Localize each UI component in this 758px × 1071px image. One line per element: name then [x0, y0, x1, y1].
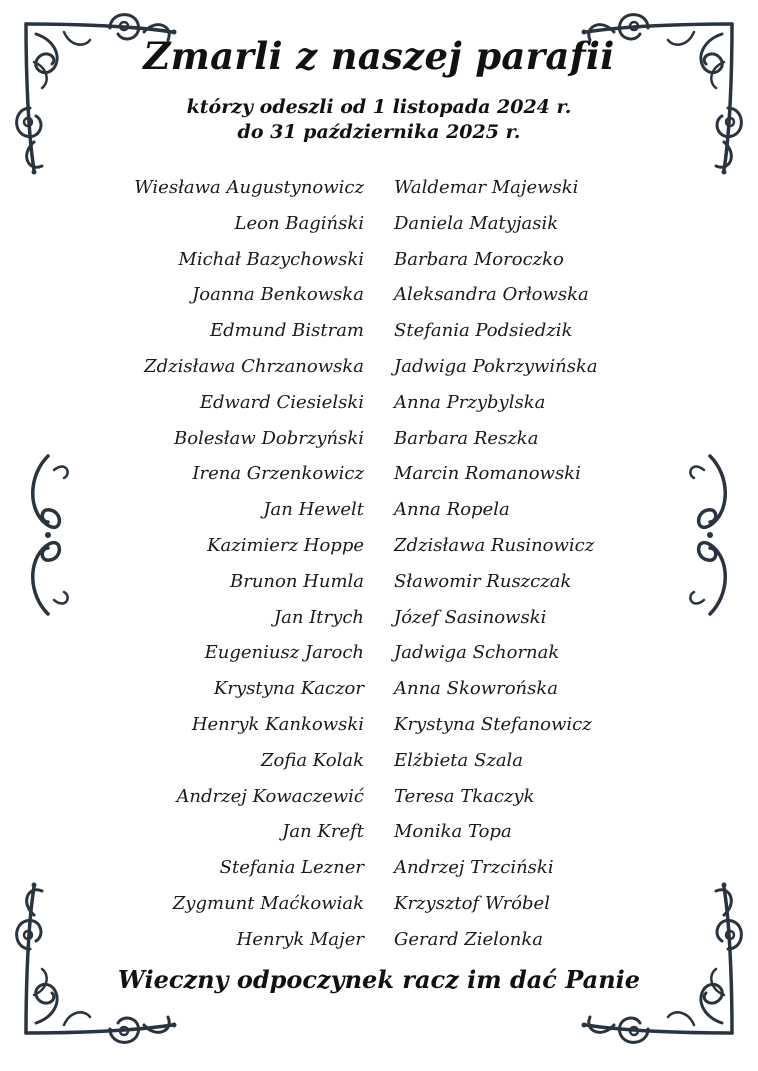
name-entry: Zofia Kolak: [261, 749, 364, 771]
name-entry: Kazimierz Hoppe: [207, 534, 364, 556]
name-entry: Stefania Podsiedzik: [394, 320, 573, 342]
name-entry: Zygmunt Maćkowiak: [172, 892, 364, 914]
name-entry: Elżbieta Szala: [394, 749, 524, 771]
name-entry: Anna Przybylska: [394, 391, 546, 413]
name-entry: Edmund Bistram: [209, 320, 364, 342]
name-entry: Brunon Humla: [229, 570, 364, 592]
name-entry: Henryk Kankowski: [191, 713, 364, 735]
names-list: [0, 170, 758, 960]
name-entry: Leon Bagiński: [234, 212, 364, 234]
closing-prayer: Wieczny odpoczynek racz im dać Panie: [117, 965, 641, 994]
name-entry: Barbara Moroczko: [394, 248, 564, 270]
subtitle-line-1: którzy odeszli od 1 listopada 2024 r.: [186, 96, 572, 118]
name-entry: Irena Grzenkowicz: [192, 463, 364, 485]
names-column-right: [394, 170, 598, 958]
name-entry: Jan Kreft: [282, 821, 364, 843]
name-entry: Jadwiga Schornak: [394, 642, 560, 664]
name-entry: Zdzisława Chrzanowska: [144, 355, 364, 377]
name-entry: Józef Sasinowski: [394, 606, 547, 628]
name-entry: Waldemar Majewski: [394, 177, 579, 198]
name-entry: Marcin Romanowski: [394, 463, 581, 485]
subtitle-line-2: do 31 października 2025 r.: [237, 121, 521, 143]
name-entry: Sławomir Ruszczak: [394, 570, 572, 592]
name-entry: Anna Ropela: [394, 499, 510, 521]
name-entry: Krzysztof Wróbel: [394, 892, 550, 914]
name-entry: Andrzej Trzciński: [394, 857, 554, 879]
name-entry: Eugeniusz Jaroch: [204, 642, 364, 664]
name-entry: Jan Hewelt: [263, 499, 364, 521]
name-entry: Zdzisława Rusinowicz: [394, 534, 595, 556]
names-column-left: [134, 170, 364, 958]
name-entry: Wiesława Augustynowicz: [134, 177, 364, 198]
name-entry: Anna Skowrońska: [394, 678, 559, 700]
name-entry: Michał Bazychowski: [178, 248, 364, 270]
name-entry: Daniela Matyjasik: [394, 212, 559, 234]
name-entry: Aleksandra Orłowska: [394, 284, 589, 306]
name-entry: Barbara Reszka: [394, 427, 539, 449]
name-entry: Henryk Majer: [236, 928, 364, 950]
page-title: Zmarli z naszej parafii: [143, 34, 615, 78]
name-entry: Andrzej Kowaczewić: [176, 785, 364, 807]
name-entry: Jadwiga Pokrzywińska: [394, 355, 598, 377]
name-entry: Stefania Lezner: [219, 857, 364, 879]
name-entry: Bolesław Dobrzyński: [174, 427, 364, 449]
name-entry: Edward Ciesielski: [199, 391, 364, 413]
name-entry: Jan Itrych: [273, 606, 364, 628]
name-entry: Gerard Zielonka: [394, 928, 543, 950]
name-entry: Monika Topa: [394, 821, 512, 843]
name-entry: Joanna Benkowska: [192, 284, 364, 306]
name-entry: Krystyna Kaczor: [213, 678, 364, 700]
name-entry: Teresa Tkaczyk: [394, 785, 535, 807]
name-entry: Krystyna Stefanowicz: [394, 713, 592, 735]
